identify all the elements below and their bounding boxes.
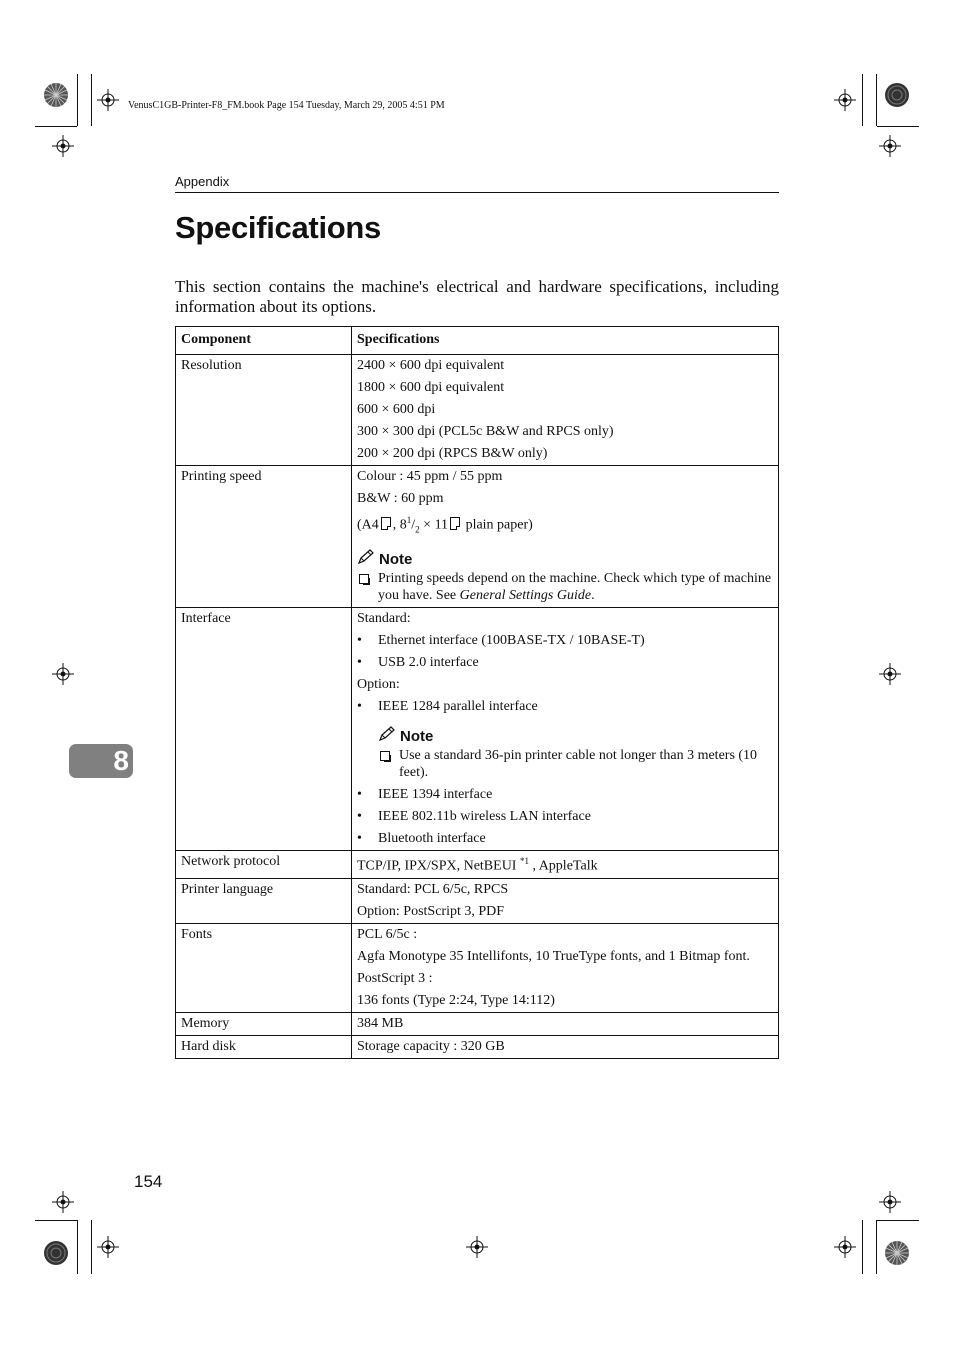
registration-mark-icon [834, 89, 856, 111]
pencil-note-icon [357, 549, 375, 570]
row-label-memory: Memory [176, 1013, 352, 1036]
colour-speed: Colour : 45 ppm / 55 ppm [357, 469, 503, 484]
registration-mark-icon [834, 1236, 856, 1258]
list-item: • IEEE 802.11b wireless LAN interface [357, 806, 773, 828]
row-label-printing-speed: Printing speed [176, 466, 352, 608]
column-header-specifications: Specifications [352, 327, 779, 355]
row-label-fonts: Fonts [176, 924, 352, 1013]
bw-speed: B&W : 60 ppm [357, 491, 444, 506]
list-item: • IEEE 1284 parallel interface [357, 696, 773, 718]
interface-values [352, 608, 779, 851]
running-header: Appendix [175, 174, 230, 189]
registration-mark-icon [879, 663, 901, 685]
fonts-line: PCL 6/5c : [357, 927, 418, 943]
registration-mark-icon [52, 663, 74, 685]
color-wheel-icon [43, 82, 69, 108]
registration-mark-icon [466, 1236, 488, 1258]
header-rule [175, 192, 779, 193]
note-heading: Note [357, 549, 773, 570]
column-header-component: Component [176, 327, 352, 355]
table-row [176, 924, 779, 1013]
pencil-note-icon [378, 726, 396, 747]
footnote-marker: *1 [519, 856, 529, 867]
printing-speed-values [352, 466, 779, 608]
registration-mark-icon [879, 135, 901, 157]
manual-reference: General Settings Guide [459, 588, 592, 604]
resolution-line: 600 × 600 dpi [357, 402, 436, 417]
resolution-values [352, 355, 779, 466]
registration-mark-icon [52, 135, 74, 157]
fonts-values [352, 924, 779, 1013]
note-item: Use a standard 36-pin printer cable not longer than 3 meters (10 feet). [378, 747, 773, 784]
page-title: Specifications [175, 210, 381, 245]
network-protocol-value: TCP/IP, IPX/SPX, NetBEUI $^{*1}$ , AppleTalk [352, 851, 779, 879]
checkbox-bullet-icon [380, 751, 390, 761]
resolution-line: 2400 × 600 dpi equivalent [357, 358, 505, 373]
resolution-line: 1800 × 600 dpi equivalent [357, 380, 505, 395]
chapter-tab: 8 [69, 744, 133, 778]
fonts-line: Agfa Monotype 35 Intellifonts, 10 TrueType fonts, and 1 Bitmap font. [357, 949, 750, 965]
list-item: • Ethernet interface (100BASE-TX / 10BASE-T) [357, 630, 773, 652]
note-item: Printing speeds depend on the machine. Check which type of machine you have. See General Settings Guide. [357, 570, 773, 607]
table-header-row [176, 327, 779, 355]
row-label-network-protocol: Network protocol [176, 851, 352, 879]
registration-mark-icon [52, 1191, 74, 1213]
note-heading: Note [378, 726, 773, 747]
standard-label: Standard: [357, 611, 411, 627]
portrait-paper-icon [381, 517, 391, 530]
page-number: 154 [134, 1172, 163, 1191]
table-row [176, 355, 779, 466]
color-wheel-icon [884, 82, 910, 108]
option-label: Option: [357, 677, 400, 693]
table-row [176, 1036, 779, 1059]
table-row [176, 466, 779, 608]
language-line: Standard: PCL 6/5c, RPCS [357, 882, 509, 898]
intro-paragraph: This section contains the machine's electrical and hardware specifications, including information about its options. [175, 277, 779, 316]
print-filename: VenusC1GB-Printer-F8_FM.book Page 154 Tuesday, March 29, 2005 4:51 PM [128, 100, 445, 111]
registration-mark-icon [97, 1236, 119, 1258]
table-row [176, 608, 779, 851]
table-row [176, 879, 779, 924]
color-wheel-icon [43, 1240, 69, 1266]
list-item: • IEEE 1394 interface [357, 784, 773, 806]
row-label-interface: Interface [176, 608, 352, 851]
language-line: Option: PostScript 3, PDF [357, 904, 505, 920]
memory-value: 384 MB [352, 1013, 779, 1036]
row-label-resolution: Resolution [176, 355, 352, 466]
row-label-printer-language: Printer language [176, 879, 352, 924]
registration-mark-icon [97, 89, 119, 111]
list-item: • Bluetooth interface [357, 828, 773, 850]
registration-mark-icon [879, 1191, 901, 1213]
resolution-line: 200 × 200 dpi (RPCS B&W only) [357, 446, 548, 461]
hard-disk-value: Storage capacity : 320 GB [352, 1036, 779, 1059]
color-wheel-icon [884, 1240, 910, 1266]
paper-condition: (A4 , $8^1/_2 \times 11$ plain paper) [357, 515, 533, 535]
printer-language-values [352, 879, 779, 924]
checkbox-bullet-icon [359, 574, 369, 584]
fonts-line: PostScript 3 : [357, 971, 433, 987]
row-label-hard-disk: Hard disk [176, 1036, 352, 1059]
table-row [176, 851, 779, 879]
fonts-line: 136 fonts (Type 2:24, Type 14:112) [357, 993, 555, 1009]
portrait-paper-icon [450, 517, 460, 530]
specifications-table [175, 326, 779, 1059]
list-item: • USB 2.0 interface [357, 652, 773, 674]
resolution-line: 300 × 300 dpi (PCL5c B&W and RPCS only) [357, 424, 614, 439]
table-row [176, 1013, 779, 1036]
